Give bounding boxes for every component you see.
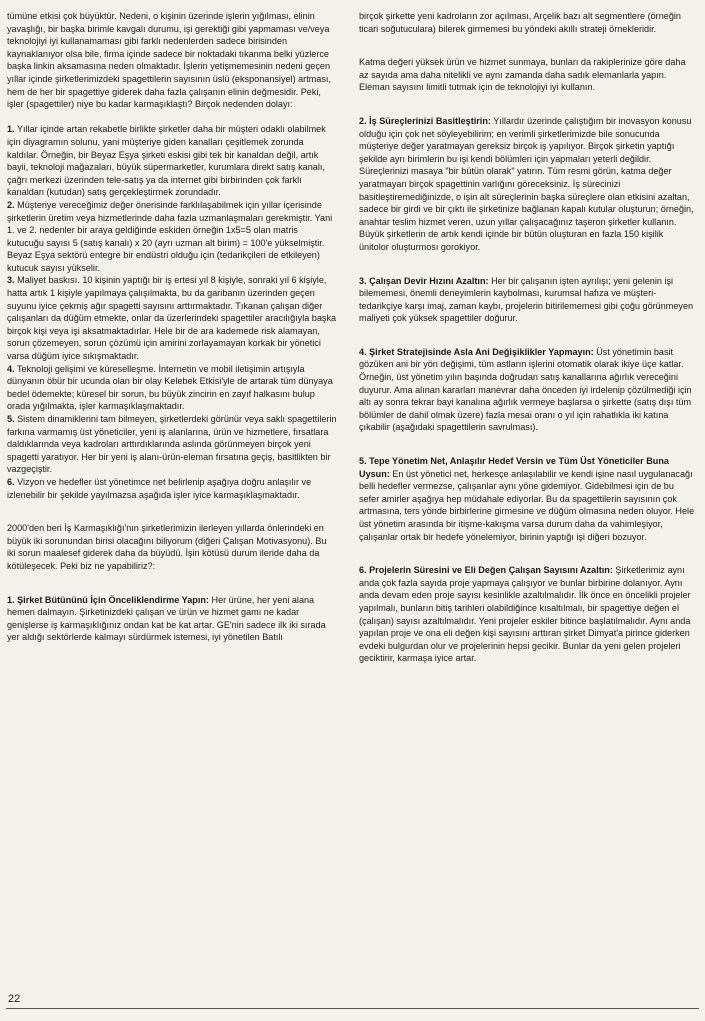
section-text: Her bir çalışanın işten ayrılışı; yeni gelenin işi bilememesi, önemli deneyimlerin kaybolması, kurumsal hafıza ve müşteri-tedarikçiye karşı imaj, zaman kaybı, projelerin bitirilememesi gibi çoğu görünmeyen maliyeti çok yüksek spagettiler doğurur. bbox=[359, 275, 694, 324]
reason-item bbox=[7, 413, 337, 476]
item-number: 4. bbox=[7, 363, 15, 374]
section-heading: 2. İş Süreçlerinizi Basitleştirin: bbox=[359, 115, 491, 126]
item-number: 1. bbox=[7, 124, 15, 135]
right-column bbox=[359, 10, 695, 665]
section-text: Yıllardır üzerinde çalıştığım bir inovasyon konusu olduğu için çok net söyleyebilirim; en verimli şirketlerimizde bile sonucunda müşteriye değer yaratmayan gereksiz birçok iş yapılıyor. Birçok şirketin yaptığı şekilde ayrı birimlerin bu işi kendi bölümleri için yapmaları yeterli değildir. Süreçlerinizi masaya "bir bütün olarak" yatırın. Tüm resmi görün, katma değer yaratmayan birçok spagettinin varlığını göreceksiniz. İş sürecinizi basitleştiremediğinizde, o işin alt süreçlerinin başka süreçlere olan etkisini azaltan, sadece bir girdi ve bir çıktı ile şirketinize bağlanan kapalı kutular oluşturun; örneğin, anahtar teslim hizmet veren, uzun yıllar çalışacağınız taşeron şirketler kullanın. Büyük şirketlerin de artık kendi içinde bir bütün oluşturan en fazla 150 kişilik ünitolor oluşturmosı gorokiyor. bbox=[359, 115, 694, 252]
item-text: Teknoloji gelişimi ve küreselleşme. İnternetin ve mobil iletişimin artışıyla dünyanın öbür bir ucunda olan bir olay Kelebek Etkisi'yle de artarak tüm dünyaya bedel ödemekte; küresel bir sorun, bu büyük zincirin en zayıf halkasını bulup orada yığılmakta, işler karmaşıklaşmaktadır. bbox=[7, 363, 333, 412]
section-heading: 6. Projelerin Süresini ve Eli Değen Çalışan Sayısını Azaltın: bbox=[359, 565, 613, 576]
left-column bbox=[7, 10, 337, 644]
section-text: Şirketlerimiz aynı anda çok fazla sayıda proje yapmaya çalışıyor ve bunlar birbirine dolanıyor. Aynı anda devam eden proje sayısı kesinlikle azaltılmalıdır. İlk önce en öncelikli projeler yapılmalı, bunların bitiş tarihleri olabildiğince kısaltılmalı, bir spagettiye değen el (çalışan) sayısı azaltılmalıdır. Yeni projeler eskiler bitince başlatılmalıdır. Aynı anda yapılan proje ve ona eli değen kişi sayısını arttıran şirket Dimyat'a pirince giderken evdeki bulgurdan olur ve projelerinin hepsi gecikir. Bunlar da yeni gelen projeleri geciktirir, karmaşa iyice artar. bbox=[359, 565, 691, 664]
item-text: Yıllar içinde artan rekabetle birlikte şirketler daha bir müşteri odaklı olabilmek için diyagramın solunu, yani müşteriye giden kanalları çeşitlemek zorunda kaldılar. Örneğin, bir Beyaz Eşya şirketi eskisi gibi tek bir kanaldan değil, artık bayii, teknoloji mağazaları, büyük süpermarketler, kurumlara direkt satış kanalı, çağrı merkezi üzerinden tele-satış ya da internet gibi birbirinden çok farklı kanaldan (kutudan) satış gerçekleştirmek zorundadır. bbox=[7, 124, 326, 198]
reason-item bbox=[7, 476, 337, 501]
paragraph-2000: 2000'den beri İş Karmaşıklığı'nın şirketlerimizin ilerleyen yıllarda önlerindeki en büyük iki sorunundan birisi olacağını biliyorum (diğeri Çalışan Motivasyonu). Bu iki sorun maalesef giderek daha da büyüdü. İşin kötüsü durum ileride daha da kötüleşecek. Peki biz ne yapabiliriz?: bbox=[7, 523, 327, 571]
section-4 bbox=[359, 346, 695, 434]
item-number: 5. bbox=[7, 414, 15, 424]
section-heading: 3. Çalışan Devir Hızını Azaltın: bbox=[359, 275, 489, 286]
item-text: Müşteriye vereceğimiz değer önerisinde farklılaşabilmek için yıllar içerisinde şirketlerin üretim veya hizmetlerinde daha fazla uzmanlaşmaları gerekmiştir. Yani 1. ve 2. nedenler bir araya geldiğinde eskiden örneğin 1x5=5 olan matris kutucuğu sayısı 5 (satış kanalı) x 20 (ayrı uzman alt birim) = 100'e yükselmiştir. Beyaz Eşya sektörü entegre bir endüstri olduğu için (tedarikçileri de etkileyen) kutucuk sayısı yükselir. bbox=[7, 199, 333, 273]
item-text: Maliyet baskısı. 10 kişinin yaptığı bir iş ertesi yıl 8 kişiyle, sonraki yıl 6 kişiyle, hatta artık 1 kişiyle yapılmaya çalışılmakta, bu da garibanın üzerinden geçen suyunu iyice çekmiş ağır spagetti sayısını arttırmaktadır. Tıkanan çalışan diğer çalışanları da düğüm etmekte, onlar da üzerlerindeki spagettiler aracılığıyla başka birçok kişi veya işi aksatmaktadırlar. Hele bir de ara kademede risk alamayan, sorun çözemeyen, sorun çözümü için amirini zorlayamayan korkak bir yönetici varsa düğüm iyice sıkışmaktadır. bbox=[7, 275, 337, 362]
section-6 bbox=[359, 564, 695, 665]
section-2 bbox=[359, 115, 695, 254]
section-1 bbox=[7, 594, 337, 644]
page-number: 22 bbox=[8, 993, 21, 1005]
item-text: Sistem dinamiklerini tam bilmeyen, şirketlerdeki görünür veya saklı spagettilerin farkına varmamış üst yöneticiler, yeni iş alanlarına, ürün ve hizmetlere, fırsatlara daldıklarında veya kadroları arttırdıklarında aslında görünmeyen birçok yeni spagetti yaratıyor. Her bir yeni iş alanı-ürün-eleman fırsatına geçiş, basitlikten bir vazgeçiştir. bbox=[7, 414, 337, 475]
katma-paragraph: Katma değeri yüksek ürün ve hizmet sunmaya, bunları da rakiplerinize göre daha az sayıda ama daha nitelikli ve aynı zamanda daha sadık elemanlarla yapın. Eleman sayısını limitli tutmak için de teknolojiyi iyi kullanın. bbox=[359, 57, 686, 93]
item-number: 3. bbox=[7, 275, 15, 286]
intro-paragraph: tümüne etkisi çok büyüktür. Nedeni, o kişinin üzerinde işlerin yığılması, elinin yavaşlığı, bir başka birimle kavgalı durumu, işi gerektiği gibi yapmaması ve/veya teknolojiyi iyi kullanamaması gibi farklı nedenlerden sadece birisinden kaynaklanıyor olsa bile, firma içinde sadece bir noktadaki tıkanma belki yüzlerce başka linkin aksamasına neden olmaktadır. İşlerin yetişmemesinin nedeni geçen yıllar içinde şirketlerimizdeki spagettilerin sayısının üslü (eksponansiyel) artması, hem de her bir spagettiye giderek daha fazla çalışanın elinin değmesidir. Peki, işler (spagettiler) niye bu kadar karmaşıklaştı? Birçok nedenden dolayı: bbox=[7, 11, 331, 110]
item-text: Vizyon ve hedefler üst yönetimce net belirlenip aşağıya doğru anlaşılır ve izlenebilir bir şekilde yayılmazsa aşağıda işler iyice karmaşıklaşmaktadır. bbox=[7, 476, 312, 500]
section-heading: 5. Tepe Yönetim Net, Anlaşılır Hedef Versin ve Tüm Üst Yöneticiler Buna Uysun: bbox=[359, 456, 669, 479]
reason-item bbox=[7, 274, 337, 362]
section-heading: 1. Şirket Bütününü İçin Önceliklendirme Yapın: bbox=[7, 594, 209, 605]
continuation-paragraph: birçok şirkette yeni kadroların zor açılması, Arçelik bazı alt segmentlere (örneğin ticari soğutuculara) bilerek girmemesi bu yöndeki akıllı strateji örnekleridir. bbox=[359, 11, 681, 34]
section-text: Üst yönetimin basit gözüken ani bir yön değişimi, tüm astların işlerini otomatik olarak ikiye üçe katlar. Örneğin, üst yönetim yılın başında doğrudan satış kanallarına ağırlık vereceğini duyurur. Ama alınan kararları manevrar daha önceden iyi irdelenip çözülmediği için altı ay sonra tekrar bayi kanalına ağırlık vermeye başlarsa o şirkette (satış dışı tüm bölümler de dahil olmak üzere) fazla mesai oranı o yıl için rahatlıkla iki katına çıkabilir (aşağıdaki spagettilerin savrulması). bbox=[359, 346, 692, 433]
reason-item bbox=[7, 123, 337, 199]
section-3 bbox=[359, 275, 695, 325]
item-number: 2. bbox=[7, 199, 15, 210]
reason-item bbox=[7, 199, 337, 275]
footer-divider bbox=[6, 1008, 699, 1009]
section-text: Her ürüne, her yeni alana hemen dalmayın. Şirketinizdeki çalışan ve ürün ve hizmet gamı ne kadar genişlerse iş karmaşıklığınız ondan kat be kat artar. GE'nin sadece ilk iki sırada yer aldığı sektörlerde kalmayı sürdürmek istemesi, iyi yönetilen Batılı bbox=[7, 594, 326, 643]
item-number: 6. bbox=[7, 476, 15, 487]
section-text: En üst yönetici net, herkesçe anlaşılabilir ve kendi işine nasıl uygulanacağı belli hedefler vermezse, çalışanlar aynı yöne gidemiyor. Gidebilmesi için de bu sefer amirler aşağıya hep müdahale ediyorlar. Bu da spagettilerin sayısının çok artmasına, ters yönde birbirlerine girmesine ve düğüm olmasına neden oluyor. Hele üst yönetim arasında bir itişme-kakışma varsa durum daha da vahimleşiyor, çalışanlar ortak bir hedefe yönelemiyor, birinin yaptığı işi diğeri bozuyor. bbox=[359, 468, 695, 542]
section-heading: 4. Şirket Stratejisinde Asla Ani Değişiklikler Yapmayın: bbox=[359, 346, 594, 357]
reason-item bbox=[7, 363, 337, 413]
section-5 bbox=[359, 455, 695, 543]
